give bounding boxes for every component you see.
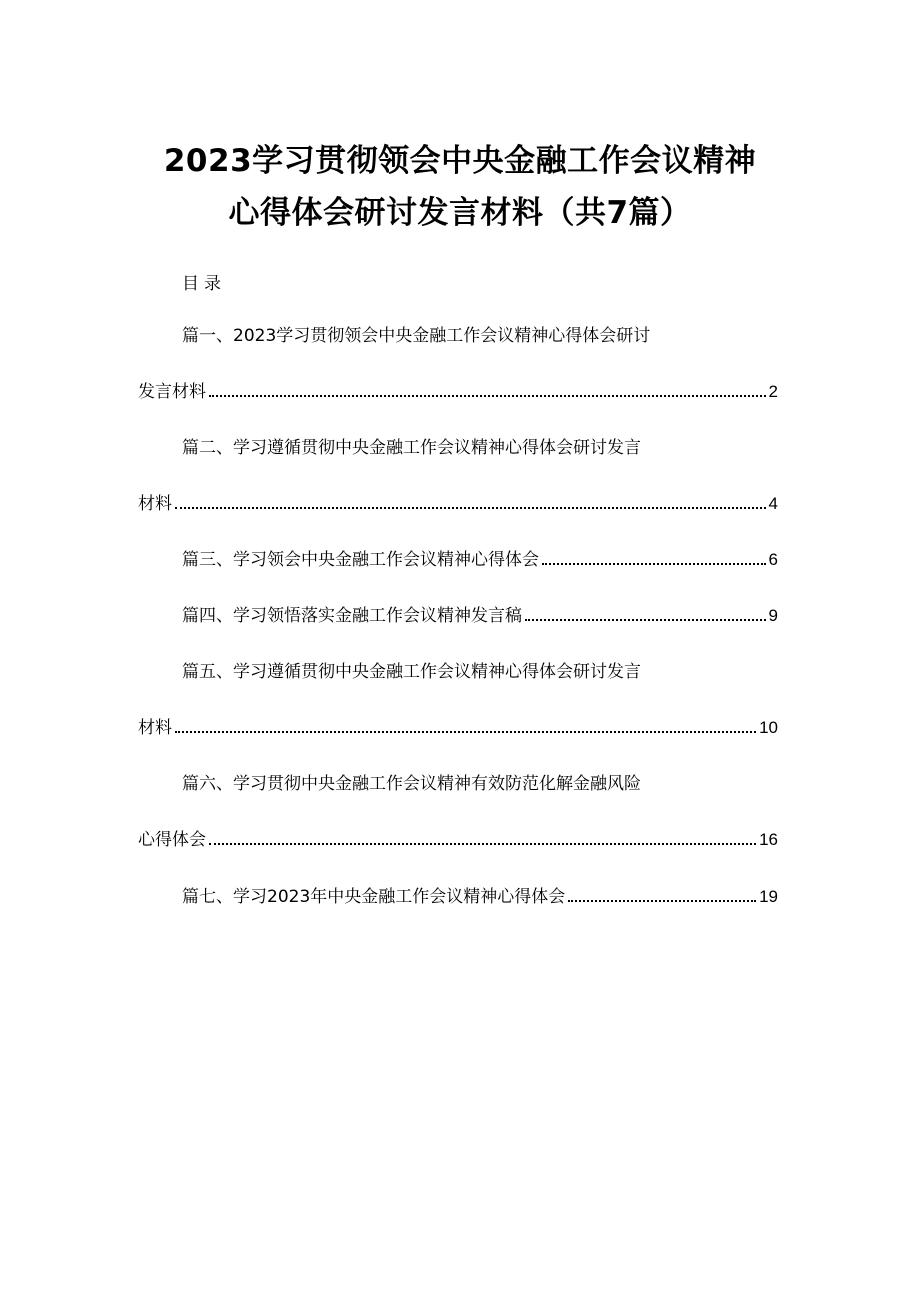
toc-entry-3-text: 篇三、学习领会中央金融工作会议精神心得体会 [182, 550, 539, 570]
document-title-line-1: 2023学习贯彻领会中央金融工作会议精神 [163, 143, 757, 179]
toc-entry-1-text: 发言材料 [138, 382, 206, 402]
toc-entry-6-page: 16 [759, 830, 778, 849]
toc-leader-dots [525, 619, 766, 621]
toc-entry-7[interactable] [182, 884, 778, 910]
toc-entry-5-line-1[interactable]: 篇五、学习遵循贯彻中央金融工作会议精神心得体会研讨发言 [182, 662, 641, 682]
toc-entry-7-page: 19 [759, 887, 778, 906]
toc-entry-2-line-1[interactable]: 篇二、学习遵循贯彻中央金融工作会议精神心得体会研讨发言 [182, 438, 641, 458]
toc-leader-dots [175, 507, 766, 509]
toc-entry-5-line-2[interactable] [138, 715, 778, 741]
toc-entry-1-line-1[interactable]: 篇一、2023学习贯彻领会中央金融工作会议精神心得体会研讨 [182, 326, 651, 346]
toc-leader-dots [209, 395, 766, 397]
toc-leader-dots [568, 900, 756, 902]
toc-entry-4[interactable] [182, 603, 778, 629]
toc-entry-6-text: 心得体会 [138, 830, 206, 850]
toc-entry-3-page: 6 [768, 550, 778, 569]
toc-entry-2-text: 材料 [138, 494, 172, 514]
toc-entry-1-page: 2 [768, 382, 778, 401]
toc-entry-4-text: 篇四、学习领悟落实金融工作会议精神发言稿 [182, 606, 522, 626]
toc-entry-5-page: 10 [759, 718, 778, 737]
toc-heading: 目录 [182, 274, 226, 294]
toc-leader-dots [542, 563, 766, 565]
toc-entry-3[interactable] [182, 547, 778, 573]
document-title-line-2: 心得体会研讨发言材料（共7篇） [228, 195, 692, 231]
toc-entry-2-page: 4 [768, 494, 778, 513]
toc-entry-5-text: 材料 [138, 718, 172, 738]
toc-entry-4-page: 9 [768, 606, 778, 625]
toc-entry-6-line-1[interactable]: 篇六、学习贯彻中央金融工作会议精神有效防范化解金融风险 [182, 774, 641, 794]
toc-entry-7-text: 篇七、学习2023年中央金融工作会议精神心得体会 [182, 887, 566, 907]
toc-entry-2-line-2[interactable] [138, 491, 778, 517]
toc-leader-dots [209, 843, 756, 845]
toc-entry-1-line-2[interactable] [138, 379, 778, 405]
toc-leader-dots [175, 731, 756, 733]
toc-entry-6-line-2[interactable] [138, 827, 778, 853]
